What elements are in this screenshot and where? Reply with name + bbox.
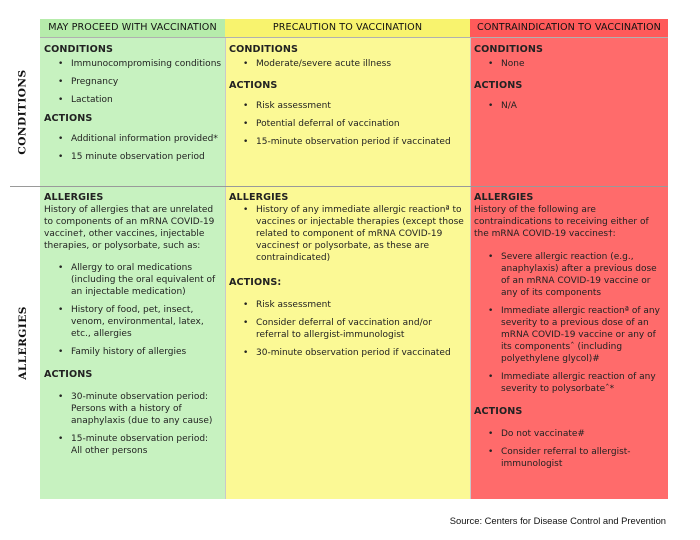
source-note: Source: Centers for Disease Control and Prevention xyxy=(449,515,666,526)
actions-list xyxy=(474,100,666,112)
cell-allergies-precaution xyxy=(229,191,467,359)
header-contraindication: CONTRAINDICATION TO VACCINATION xyxy=(470,19,668,38)
section-title: ALLERGIES xyxy=(474,192,534,203)
row-label-conditions-text: CONDITIONS xyxy=(17,68,30,155)
list-item: • Pregnancy xyxy=(44,76,222,88)
list-item: • Additional information provided* xyxy=(44,133,222,145)
list-item: • 15 minute observation period xyxy=(44,151,222,163)
list-item: • History of any immediate allergic reactionª to vaccines or injectable therapies (except those related to component of mRNA COVID-19 vaccines† or polysorbate, as these are contraindicated) xyxy=(229,204,467,264)
row-divider xyxy=(10,186,668,187)
list-item: • Family history of allergies xyxy=(44,346,222,358)
column-divider xyxy=(225,19,226,499)
list-item: • Consider deferral of vaccination and/or referral to allergist-immunologist xyxy=(229,317,467,341)
list-item: • Lactation xyxy=(44,94,222,106)
cell-allergies-contraindication xyxy=(474,191,666,470)
row-label-allergies xyxy=(6,187,40,499)
cell-conditions-may-proceed xyxy=(44,43,222,163)
conditions-list xyxy=(474,58,666,70)
list-item: • Potential deferral of vaccination xyxy=(229,118,467,130)
list-item: • Immediate allergic reactionª of any severity to a previous dose of an mRNA COVID-19 vaccine or any of its componentsˆ (including polyethylene glycol)# xyxy=(474,305,666,365)
list-item: • Severe allergic reaction (e.g., anaphylaxis) after a previous dose of an mRNA COVID-19 vaccine or any of its components xyxy=(474,251,666,299)
list-item: • 30-minute observation period if vaccinated xyxy=(229,347,467,359)
row-label-conditions xyxy=(6,37,40,186)
section-title: ACTIONS xyxy=(44,369,93,380)
actions-list xyxy=(474,428,666,470)
allergies-list xyxy=(229,204,467,264)
list-item: • Do not vaccinate# xyxy=(474,428,666,440)
list-item: • 15-minute observation period: All other persons xyxy=(44,433,222,457)
section-title: CONDITIONS xyxy=(44,44,113,55)
header-precaution: PRECAUTION TO VACCINATION xyxy=(225,19,470,38)
section-title: ACTIONS xyxy=(474,80,523,91)
list-item: • Allergy to oral medications (including the oral equivalent of an injectable medication) xyxy=(44,262,222,298)
list-item: • Immunocompromising conditions xyxy=(44,58,222,70)
actions-list xyxy=(229,299,467,359)
section-title: ACTIONS xyxy=(474,406,523,417)
list-item: • 30-minute observation period: Persons with a history of anaphylaxis (due to any cause) xyxy=(44,391,222,427)
section-title: ALLERGIES xyxy=(44,192,104,203)
allergies-intro: History of the following are contraindications to receiving either of the mRNA COVID-19 vaccines†: xyxy=(474,205,649,239)
list-item: • Moderate/severe acute illness xyxy=(229,58,467,70)
cell-conditions-contraindication xyxy=(474,43,666,112)
list-item: • None xyxy=(474,58,666,70)
list-item: • Risk assessment xyxy=(229,100,467,112)
section-title: ACTIONS: xyxy=(229,277,282,288)
allergies-list xyxy=(44,262,222,358)
cell-conditions-precaution xyxy=(229,43,467,148)
allergies-list xyxy=(474,251,666,395)
section-title: CONDITIONS xyxy=(229,44,298,55)
conditions-list xyxy=(44,58,222,106)
section-title: CONDITIONS xyxy=(474,44,543,55)
list-item: • History of food, pet, insect, venom, environmental, latex, etc., allergies xyxy=(44,304,222,340)
column-divider xyxy=(470,19,471,499)
section-title: ALLERGIES xyxy=(229,192,289,203)
row-label-allergies-text: ALLERGIES xyxy=(17,306,30,380)
list-item: • Risk assessment xyxy=(229,299,467,311)
section-title: ACTIONS xyxy=(44,113,93,124)
list-item: • Immediate allergic reaction of any severity to polysorbateˆ* xyxy=(474,371,666,395)
list-item: • Consider referral to allergist-immunologist xyxy=(474,446,666,470)
cell-allergies-may-proceed xyxy=(44,191,222,457)
actions-list xyxy=(229,100,467,148)
conditions-list xyxy=(229,58,467,70)
list-item: • N/A xyxy=(474,100,666,112)
allergies-intro: History of allergies that are unrelated to components of an mRNA COVID-19 vaccine†, other vaccines, injectable therapies, or polysorbate, such as: xyxy=(44,205,215,251)
actions-list xyxy=(44,133,222,163)
section-title: ACTIONS xyxy=(229,80,278,91)
header-may-proceed: MAY PROCEED WITH VACCINATION xyxy=(40,19,225,38)
actions-list xyxy=(44,391,222,457)
list-item: • 15-minute observation period if vaccinated xyxy=(229,136,467,148)
